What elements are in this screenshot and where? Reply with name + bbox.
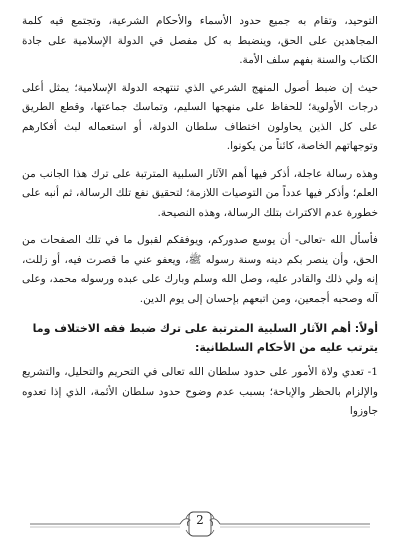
section-heading: أولاً: أهم الآثار السلبية المترتبة على ترك ضبط فقه الاختلاف وما يترتب عليه من الأحكام السلطانية: [32,322,378,354]
paragraph-3: وهذه رسالة عاجلة، أذكر فيها أهم الآثار السلبية المترتبة على ترك هذا الجانب من العلم؛ وأذكر فيها عدداً من التوصيات اللازمة؛ لتحقيق نفع تلك الرسالة، ثم أنبه على خطورة عدم الاكتراث بتلك الرسالة، وهذه النصيحة. [22,167,378,219]
page-number: 2 [196,513,204,527]
page-footer [0,504,400,544]
paragraph-5: 1- تعدي ولاة الأمور على حدود سلطان الله تعالى في التحريم والتحليل، والتشريع والإلزام بالحظر والإباحة؛ بسبب عدم وضوح حدود سلطان الأئمة، الذي إذا تعدوه جاوزوا [22,366,378,417]
paragraph-1: التوحيد، وتقام به جميع حدود الأسماء والأحكام الشرعية، وتجتمع فيه كلمة المجاهدين على الحق، وينضبط به كل مفصل في الدولة الإسلامية على جادة الكتاب والسنة بفهم سلف الأمة. [22,15,378,66]
paragraph-2: حيث إن ضبط أصول المنهج الشرعي الذي تنتهجه الدولة الإسلامية؛ يمثل أعلى درجات الأولوية؛ للحفاظ على منهجها السليم، وتماسك جماعتها، وقطع الطريق على كل الذين يحاولون اختطاف سلطان الدولة، أو استعماله لبث أفكارهم وتوجهاتهم الخاصة، كائناً من يكونوا. [22,81,378,152]
paragraph-4: فأسأل الله -تعالى- أن يوسع صدوركم، ويوفقكم لقبول ما في تلك الصفحات من الحق، وأن ينصر بكم دينه وسنة رسوله ﷺ، ويعفو عني ما قصرت فيه، أو زللت، إنه ولي ذلك والقادر عليه، وصل الله وسلم وبارك على عبده ورسوله محمد، وعلى آله وصحبه أجمعين، ومن اتبعهم بإحسان إلى يوم الدين. [22,234,378,305]
